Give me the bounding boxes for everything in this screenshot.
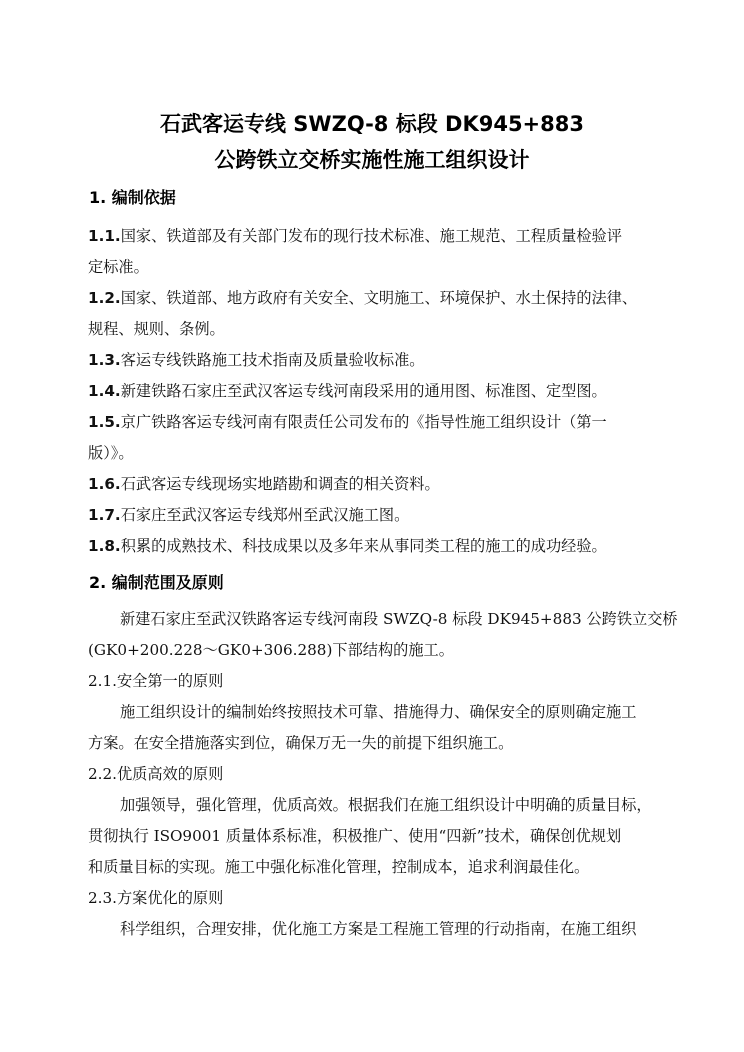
item-1-1 xyxy=(88,226,668,246)
section-2-intro-cont: (GK0+200.228～GK0+306.288)下部结构的施工。 xyxy=(88,641,454,659)
subsection-2-3-text: 科学组织，合理安排，优化施工方案是工程施工管理的行动指南，在施工组织 xyxy=(120,920,637,938)
item-1-5-cont: 版）》。 xyxy=(88,444,134,462)
subsection-2-1-heading: 2.1.安全第一的原则 xyxy=(88,672,224,690)
item-text: 京广铁路客运专线河南有限责任公司发布的《指导性施工组织设计（第一 xyxy=(120,413,607,431)
item-text: 国家、铁道部及有关部门发布的现行技术标准、施工规范、工程质量检验评 xyxy=(120,227,622,245)
section-2-intro: 新建石家庄至武汉铁路客运专线河南段 SWZQ-8 标段 DK945+883 公跨铁立交桥 xyxy=(120,610,678,628)
subsection-2-2-text-cont1: 贯彻执行 ISO9001 质量体系标准，积极推广、使用“四新”技术，确保创优规划 xyxy=(88,827,622,845)
item-number: 1.1. xyxy=(88,227,121,245)
document-title-line1: 石武客运专线 SWZQ-8 标段 DK945+883 xyxy=(160,112,584,136)
section-1-heading: 1. 编制依据 xyxy=(89,188,176,207)
item-text: 石武客运专线现场实地踏勘和调查的相关资料。 xyxy=(120,475,440,493)
subsection-2-2-text: 加强领导，强化管理，优质高效。根据我们在施工组织设计中明确的质量目标， xyxy=(120,796,652,814)
subsection-2-2-text-cont2: 和质量目标的实现。施工中强化标准化管理，控制成本，追求利润最佳化。 xyxy=(88,858,590,876)
section-2-heading: 2. 编制范围及原则 xyxy=(89,573,224,592)
item-text: 新建铁路石家庄至武汉客运专线河南段采用的通用图、标准图、定型图。 xyxy=(120,382,607,400)
item-number: 1.7. xyxy=(88,506,121,524)
item-number: 1.3. xyxy=(88,351,121,369)
item-1-5 xyxy=(88,412,668,432)
item-text: 积累的成熟技术、科技成果以及多年来从事同类工程的施工的成功经验。 xyxy=(120,537,607,555)
subsection-2-2-heading: 2.2.优质高效的原则 xyxy=(88,765,224,783)
item-number: 1.8. xyxy=(88,537,121,555)
subsection-2-1-text-cont: 方案。在安全措施落实到位，确保万无一失的前提下组织施工。 xyxy=(88,734,514,752)
item-text: 客运专线铁路施工技术指南及质量验收标准。 xyxy=(120,351,425,369)
item-1-3 xyxy=(88,350,668,370)
item-1-1-cont: 定标准。 xyxy=(88,258,149,276)
subsection-2-3-heading: 2.3.方案优化的原则 xyxy=(88,889,224,907)
item-1-6 xyxy=(88,474,668,494)
item-1-2-cont: 规程、规则、条例。 xyxy=(88,320,225,338)
subsection-2-1-text: 施工组织设计的编制始终按照技术可靠、措施得力、确保安全的原则确定施工 xyxy=(120,703,637,721)
item-number: 1.6. xyxy=(88,475,121,493)
item-text: 石家庄至武汉客运专线郑州至武汉施工图。 xyxy=(120,506,410,524)
item-1-7 xyxy=(88,505,668,525)
item-1-8 xyxy=(88,536,668,556)
item-number: 1.2. xyxy=(88,289,121,307)
item-number: 1.4. xyxy=(88,382,121,400)
item-number: 1.5. xyxy=(88,413,121,431)
document-title-line2: 公跨铁立交桥实施性施工组织设计 xyxy=(214,148,530,172)
item-1-2 xyxy=(88,288,668,308)
item-text: 国家、铁道部、地方政府有关安全、文明施工、环境保护、水土保持的法律、 xyxy=(120,289,638,307)
item-1-4 xyxy=(88,381,668,401)
